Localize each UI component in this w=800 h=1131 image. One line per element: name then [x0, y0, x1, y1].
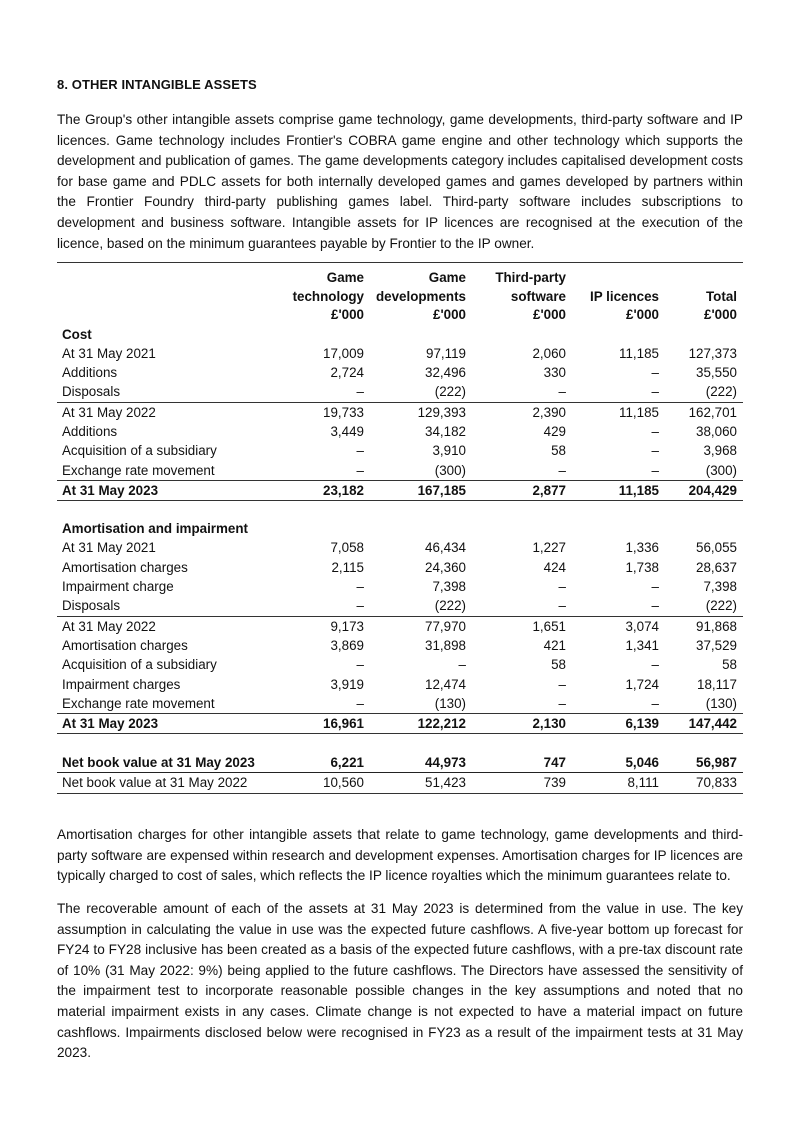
row-value: – [651, 384, 659, 400]
row-label: Acquisition of a subsidiary [62, 657, 217, 673]
column-header-line: £'000 [626, 307, 659, 322]
spacer-row [57, 734, 743, 753]
intro-paragraph: The Group's other intangible assets comprise game technology, game developments, third-party software and IP licences. Game technology includes Frontier's COBRA game engine and other technology which supports the development and publication of games. The game developments category includes capitalised development costs for base game and PDLC assets for both internally developed games and games developed by partners within the Frontier Foundry third-party publishing games label. Third-party software includes subscriptions to development and business software. Intangible assets for IP licences are recognised at the execution of the licence, based on the minimum guarantees payable by Frontier to the IP owner. [57, 112, 743, 251]
row-value: 18,117 [697, 676, 737, 692]
row-value: 58 [722, 657, 737, 673]
row-value: 747 [466, 752, 566, 773]
table-row [57, 441, 743, 460]
header-blank [57, 263, 283, 325]
row-value: 7,398 [432, 579, 466, 595]
table-row [57, 344, 743, 363]
row-value: 77,970 [364, 616, 466, 636]
column-header-line: software [510, 288, 566, 304]
recoverable-amount-paragraph: The recoverable amount of each of the assets at 31 May 2023 is determined from the value in use. The key assumption in calculating the value in use was the expected future cashflows. A five-year bottom up forecast for FY24 to FY28 inclusive has been created as a basis of the expected future cashflows, with a pre-tax discount rate of 10% (31 May 2022: 9%) being applied to the future cashflows. The Directors have assessed the sensitivity of the impairment test to incorporate reasonable possible changes in the key assumptions and noted that no material impairment exists in any cases. Climate change is not expected to have a material impact on future cashflows. Impairments disclosed below were recognised in FY23 as a result of the impairment tests at 31 May 2023. [57, 901, 743, 1061]
row-value: – [356, 462, 364, 478]
section-title-row [57, 519, 743, 538]
row-value: 147,442 [659, 714, 743, 734]
table-row [57, 714, 743, 734]
row-value: – [558, 598, 566, 614]
table-row [57, 363, 743, 382]
intangible-assets-table [57, 262, 743, 794]
row-value: 2,115 [331, 559, 364, 575]
row-value: 16,961 [283, 714, 364, 734]
row-value: 1,738 [625, 559, 659, 575]
row-value: 37,529 [696, 637, 737, 653]
row-value: 11,185 [619, 345, 659, 361]
row-value: 10,560 [283, 773, 364, 793]
row-value: 56,987 [659, 752, 743, 773]
column-header-line: Game [326, 270, 364, 285]
column-header-line: £'000 [331, 307, 364, 322]
row-label: Impairment charges [62, 676, 181, 692]
row-label: Disposals [62, 598, 121, 614]
row-label: Disposals [62, 384, 121, 400]
row-value: 70,833 [659, 773, 743, 793]
row-value: – [558, 676, 566, 692]
row-value: 2,130 [466, 714, 566, 734]
column-header-line: developments [375, 288, 466, 304]
spacer-row [57, 501, 743, 520]
row-value: 35,550 [696, 365, 737, 381]
row-value: 3,919 [330, 676, 364, 692]
row-value: 3,074 [566, 616, 659, 636]
row-value: (222) [705, 384, 737, 400]
section-title: Cost [62, 326, 92, 342]
table-row [57, 461, 743, 481]
row-label: At 31 May 2021 [62, 540, 156, 556]
row-label: Impairment charge [62, 579, 174, 595]
column-header-line: £'000 [533, 307, 566, 322]
row-value: – [558, 384, 566, 400]
column-header-line: Third-party [495, 270, 566, 285]
table-row [57, 480, 743, 500]
section-title: Amortisation and impairment [62, 521, 249, 537]
row-value: (300) [705, 462, 737, 478]
column-header [364, 263, 466, 325]
table-row [57, 675, 743, 694]
column-header-line: £'000 [433, 307, 466, 322]
row-value: 5,046 [566, 752, 659, 773]
row-value: 6,221 [283, 752, 364, 773]
row-value: – [356, 695, 364, 711]
row-value: – [356, 579, 364, 595]
column-header [283, 263, 364, 325]
row-value: 2,060 [532, 345, 566, 361]
row-value: (300) [434, 462, 466, 478]
table-header-row [57, 263, 743, 325]
row-value: 46,434 [425, 540, 466, 556]
row-value: 44,973 [364, 752, 466, 773]
row-value: 11,185 [566, 480, 659, 500]
table-row [57, 538, 743, 557]
row-label: Amortisation charges [62, 637, 188, 653]
row-value: 7,058 [330, 540, 364, 556]
spacer-cell [57, 734, 743, 753]
column-header-line: Game [428, 270, 466, 285]
section-title-row [57, 325, 743, 344]
table-row [57, 655, 743, 674]
row-value: – [651, 579, 659, 595]
row-value: 739 [466, 773, 566, 793]
row-value: – [356, 384, 364, 400]
row-value: – [356, 657, 364, 673]
row-value: 6,139 [566, 714, 659, 734]
row-value: (222) [705, 598, 737, 614]
row-value: 162,701 [659, 402, 743, 422]
row-value: (222) [434, 598, 466, 614]
row-value: 9,173 [283, 616, 364, 636]
row-label: At 31 May 2021 [62, 345, 156, 361]
table-row [57, 422, 743, 441]
row-label: Amortisation charges [62, 559, 188, 575]
row-value: 23,182 [283, 480, 364, 500]
row-value: 38,060 [696, 423, 737, 439]
row-label: At 31 May 2023 [57, 480, 283, 500]
row-value: 17,009 [323, 345, 364, 361]
column-header-line: Total [706, 288, 737, 304]
row-value: 1,724 [625, 676, 659, 692]
row-value: 32,496 [425, 365, 466, 381]
table-row [57, 752, 743, 773]
table-row [57, 382, 743, 402]
row-value: 8,111 [566, 773, 659, 793]
row-value: (222) [434, 384, 466, 400]
row-value: 421 [543, 637, 566, 653]
row-value: 1,651 [466, 616, 566, 636]
row-value: 58 [551, 657, 566, 673]
row-value: 1,227 [532, 540, 566, 556]
table-row [57, 694, 743, 714]
row-value: – [558, 579, 566, 595]
row-label: Additions [62, 365, 118, 381]
spacer-cell [57, 501, 743, 520]
row-value: 56,055 [696, 540, 737, 556]
column-header-line: £'000 [704, 307, 737, 322]
row-value: – [651, 462, 659, 478]
row-value: 3,449 [330, 423, 364, 439]
row-value: 3,869 [330, 637, 364, 653]
table-row [57, 577, 743, 596]
row-value: 1,336 [625, 540, 659, 556]
row-value: 204,429 [659, 480, 743, 500]
table-row [57, 596, 743, 616]
row-value: – [558, 695, 566, 711]
row-value: – [651, 695, 659, 711]
row-value: 2,390 [466, 402, 566, 422]
row-label: At 31 May 2022 [57, 616, 283, 636]
row-value: 167,185 [364, 480, 466, 500]
row-value: 2,877 [466, 480, 566, 500]
row-value: 122,212 [364, 714, 466, 734]
table-row [57, 616, 743, 636]
row-label: Exchange rate movement [62, 695, 215, 711]
row-label: At 31 May 2022 [57, 402, 283, 422]
row-value: – [651, 423, 659, 439]
row-value: 51,423 [364, 773, 466, 793]
row-value: 24,360 [425, 559, 466, 575]
row-value: 12,474 [425, 676, 466, 692]
row-value: – [651, 598, 659, 614]
section-heading: 8. OTHER INTANGIBLE ASSETS [57, 77, 257, 92]
row-value: 31,898 [425, 637, 466, 653]
row-value: 11,185 [566, 402, 659, 422]
row-label: Additions [62, 423, 118, 439]
row-value: – [651, 443, 659, 459]
row-value: 7,398 [703, 579, 737, 595]
row-label: At 31 May 2023 [57, 714, 283, 734]
row-label: Acquisition of a subsidiary [62, 443, 217, 459]
row-value: 91,868 [659, 616, 743, 636]
column-header [659, 263, 743, 325]
row-value: 127,373 [688, 345, 737, 361]
table-row [57, 773, 743, 793]
row-value: 129,393 [364, 402, 466, 422]
row-label: Net book value at 31 May 2023 [57, 752, 283, 773]
row-value: 34,182 [425, 423, 466, 439]
row-value: 2,724 [330, 365, 364, 381]
row-value: – [356, 443, 364, 459]
row-value: 424 [543, 559, 566, 575]
amortisation-paragraph: Amortisation charges for other intangible assets that relate to game technology, game developments and third-party software are expensed within research and development expenses. Amortisation charges for IP licences are typically charged to cost of sales, which reflects the IP licence royalties which the minimum guarantees relate to. [57, 827, 743, 884]
row-value: 97,119 [426, 345, 466, 361]
table-row [57, 636, 743, 655]
row-value: (130) [705, 695, 737, 711]
row-value: 330 [543, 365, 566, 381]
row-value: 3,910 [432, 443, 466, 459]
row-value: (130) [434, 695, 466, 711]
row-value: – [651, 365, 659, 381]
row-value: 19,733 [283, 402, 364, 422]
row-label: Net book value at 31 May 2022 [57, 773, 283, 793]
column-header-line: IP licences [590, 288, 659, 304]
row-value: 28,637 [696, 559, 737, 575]
row-value: – [651, 657, 659, 673]
table-row [57, 402, 743, 422]
row-value: 429 [543, 423, 566, 439]
table-row [57, 558, 743, 577]
column-header [566, 263, 659, 325]
column-header-line: technology [292, 288, 364, 304]
row-label: Exchange rate movement [62, 462, 215, 478]
row-value: – [558, 462, 566, 478]
row-value: 1,341 [625, 637, 659, 653]
row-value: – [356, 598, 364, 614]
row-value: 3,968 [703, 443, 737, 459]
column-header [466, 263, 566, 325]
row-value: 58 [551, 443, 566, 459]
row-value: – [458, 657, 466, 673]
